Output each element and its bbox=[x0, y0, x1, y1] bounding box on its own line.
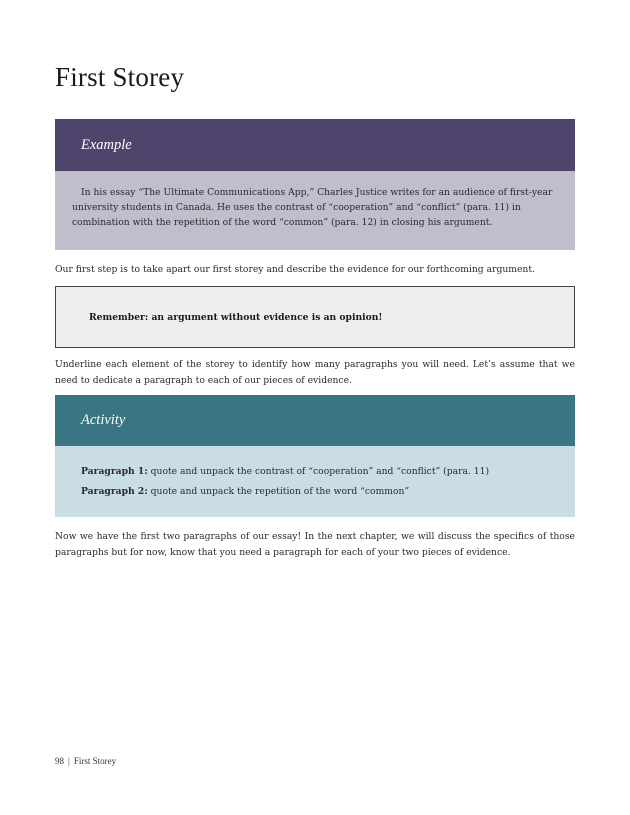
activity-header-label: Activity bbox=[81, 412, 126, 428]
example-text: In his essay “The Ultimate Communications App,” Charles Justice writes for an audience of first-year university students in Canada. He uses the contrast of “cooperation” and “conflict” (para. 11) in combination with the repetition of the word “common” (para. 12) in closing his argument. bbox=[72, 187, 553, 229]
example-header-label: Example bbox=[81, 136, 132, 153]
activity-item-1-label: Paragraph 1: bbox=[81, 466, 148, 477]
remember-callout bbox=[55, 286, 575, 348]
activity-box-body bbox=[55, 446, 575, 517]
activity-item-2-label: Paragraph 2: bbox=[81, 485, 148, 497]
footer-section-title: First Storey bbox=[73, 756, 117, 766]
activity-box-header bbox=[55, 395, 575, 446]
page-number: 98 bbox=[55, 756, 64, 766]
activity-item-2 bbox=[81, 482, 575, 502]
activity-item-1 bbox=[81, 462, 575, 482]
body-paragraph-2: Underline each element of the storey to identify how many paragraphs you will need. Let’s assume that we need to dedicate a paragraph to each of our pieces of evidence. bbox=[55, 359, 575, 386]
activity-item-1-text: quote and unpack the contrast of “cooperation” and “conflict” (para. 11) bbox=[147, 466, 490, 477]
remember-text: Remember: an argument without evidence is an opinion! bbox=[89, 311, 383, 323]
page-title: First Storey bbox=[55, 62, 185, 92]
example-box-header bbox=[55, 119, 575, 171]
page-footer bbox=[55, 756, 116, 766]
body-paragraph-3: Now we have the first two paragraphs of our essay! In the next chapter, we will discuss the specifics of those paragraphs but for now, know that you need a paragraph for each of your two pieces of evidence. bbox=[55, 531, 575, 558]
example-box-body bbox=[55, 171, 575, 250]
footer-separator: | bbox=[68, 756, 70, 766]
body-paragraph-1: Our first step is to take apart our first storey and describe the evidence for our forthcoming argument. bbox=[55, 264, 535, 275]
activity-item-2-text: quote and unpack the repetition of the word “common” bbox=[147, 485, 410, 497]
